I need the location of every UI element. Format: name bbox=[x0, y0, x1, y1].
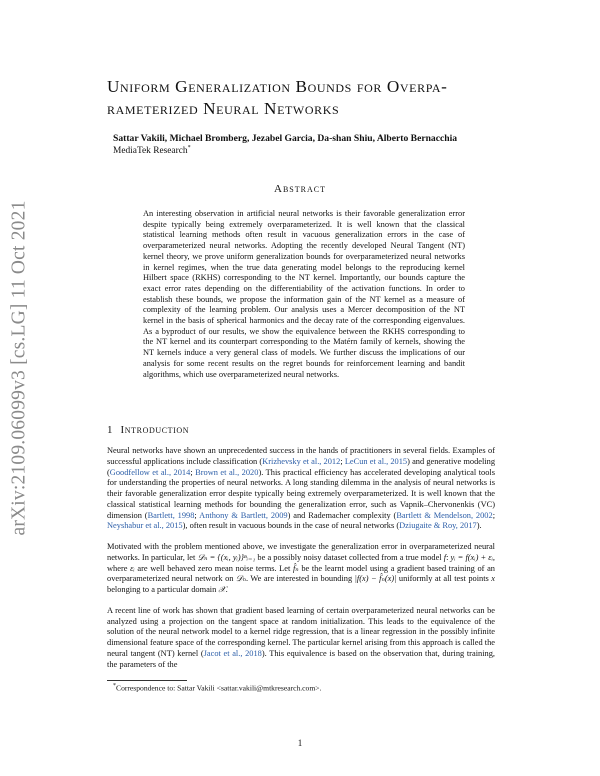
citation-link[interactable]: Jacot et al., 2018 bbox=[203, 648, 262, 658]
text-run: ) and Rademacher complexity ( bbox=[287, 510, 397, 520]
citation-link[interactable]: Anthony & Bartlett, 2009 bbox=[199, 510, 288, 520]
section-title: Introduction bbox=[120, 424, 190, 436]
text-run: be the learnt model using a gradient based training of an overparameterized neural network on bbox=[107, 563, 495, 584]
paragraph-2 bbox=[107, 542, 495, 596]
text-run: : bbox=[446, 552, 451, 562]
citation-link[interactable]: Bartlett & Mendelson, 2002 bbox=[396, 510, 493, 520]
math-error: |f(x) − f̂ₙ(x)| bbox=[354, 574, 397, 584]
page-number: 1 bbox=[297, 738, 303, 748]
math-noise: εᵢ bbox=[130, 563, 135, 573]
text-run: are well behaved zero mean noise terms. Let bbox=[134, 563, 293, 573]
title-line-1: Uniform Generalization Bounds for Overpa- bbox=[107, 77, 448, 96]
footnote-rule bbox=[107, 680, 187, 681]
text-run: ). This practical efficiency has accelerated developing analytical tools for understanding the properties of neural networks. A long standing dilemma in the analysis of neural networks is their favorable generalization error despite typically being extremely overparameterized. It is well known that the classical statistical learning methods for bounding the generalization error, such as Vapnik–Chervonenkis (VC) dimension ( bbox=[107, 467, 495, 520]
text-run: belonging to a particular domain bbox=[107, 585, 219, 594]
text-run: ). bbox=[476, 521, 482, 531]
text-run: ; bbox=[190, 467, 196, 477]
math-dataset-short: 𝒟ₙ bbox=[235, 574, 246, 584]
citation-link[interactable]: Dziugaite & Roy, 2017 bbox=[399, 521, 477, 531]
citation-link[interactable]: Brown et al., 2020 bbox=[195, 467, 259, 477]
citation-link[interactable]: Goodfellow et al., 2014 bbox=[109, 467, 191, 477]
citation-link[interactable]: Neyshabur et al., 2015 bbox=[107, 521, 183, 531]
text-run: ; bbox=[340, 456, 345, 466]
text-run: A recent line of work has shown that gradient based learning of certain overparameterized neural networks can be analyzed using a projection on the tangent space at random initialization. This leads to the equivalence of the solution of the neural network model to a kernel ridge regression, that is a linear regression in the possibly infinite dimensional feature space of the corresponding kernel. The particular kernel arising from this approach is called the neural tangent (NT) kernel ( bbox=[107, 605, 495, 658]
math-dataset: 𝒟ₙ = {(xᵢ, yᵢ)}ⁿᵢ₌₁ bbox=[197, 552, 256, 562]
section-number: 1 bbox=[107, 424, 113, 436]
introduction-body bbox=[107, 446, 495, 680]
text-run: Neural networks have shown an unprecedented success in the hands of practitioners in several fields. Examples of successful applications include classification ( bbox=[107, 446, 495, 466]
text-run: uniformly at all test points bbox=[396, 574, 492, 584]
arxiv-stamp bbox=[8, 188, 32, 548]
math-model: yᵢ = f(xᵢ) + εᵢ bbox=[450, 552, 493, 562]
citation-link[interactable]: Bartlett, 1998 bbox=[147, 510, 195, 520]
paragraph-1 bbox=[107, 446, 495, 532]
affiliation bbox=[113, 145, 191, 156]
affiliation-name: MediaTek Research bbox=[113, 146, 188, 157]
text-run: , where bbox=[107, 552, 495, 573]
citation-link[interactable]: LeCun et al., 2015 bbox=[344, 456, 408, 466]
text-run: ; bbox=[194, 510, 200, 520]
footnote bbox=[113, 683, 321, 693]
citation-link[interactable]: Krizhevsky et al., 2012 bbox=[262, 456, 341, 466]
title-line-2: rameterized Neural Networks bbox=[107, 99, 340, 118]
text-run: . We are interested in bounding bbox=[246, 574, 355, 584]
math-x: x bbox=[491, 574, 495, 584]
paper-title bbox=[107, 76, 507, 120]
text-run: ). This equivalence is based on the observation that, during training, the parameters of the bbox=[107, 648, 496, 669]
math-f: f bbox=[443, 552, 447, 562]
text-run: . bbox=[225, 585, 228, 594]
text-run: ), often result in vacuous bounds in the case of neural networks ( bbox=[182, 521, 400, 531]
arxiv-id: arXiv:2109.06099v3 [cs.LG] 11 Oct 2021 bbox=[9, 200, 31, 536]
section-heading-introduction bbox=[107, 424, 189, 436]
affiliation-footnote-mark: * bbox=[187, 145, 191, 151]
abstract-text: An interesting observation in artificial neural networks is their favorable generalization error despite typically being extremely overparameterized. It is well known that the classical statistical learning methods often result in vacuous generalization errors in the case of overparameterized neural networks. Adopting the recently developed Neural Tangent (NT) kernel theory, we prove uniform generalization bounds for overparameterized neural networks in kernel regimes, when the true data generating model belongs to the reproducing kernel Hilbert space (RKHS) corresponding to the NT kernel. Importantly, our bounds capture the exact error rates depending on the differentiability of the activation functions. In order to establish these bounds, we propose the information gain of the NT kernel as a measure of complexity of the learning problem. Our analysis uses a Mercer decomposition of the NT kernel in the basis of spherical harmonics and the decay rate of the corresponding eigenvalues. As a byproduct of our results, we show the equivalence between the RKHS corresponding to the NT kernel and its counterpart corresponding to the Matérn family of kernels, showing the NT kernels induce a very general class of models. We further discuss the implications of our analysis for some recent results on the regret bounds for reinforcement learning and bandit algorithms, which use overparameterized neural networks. bbox=[143, 209, 465, 379]
math-domain: 𝒳 bbox=[218, 585, 226, 594]
abstract-heading: Abstract bbox=[274, 183, 326, 195]
text-run: ) and generative modeling ( bbox=[107, 456, 496, 477]
math-fhat: f̂ₙ bbox=[292, 563, 299, 573]
footnote-mark: * bbox=[113, 683, 116, 689]
text-run: Motivated with the problem mentioned above, we investigate the generalization error in overparameterized neural networks. In particular, let bbox=[107, 542, 495, 562]
footnote-text: Correspondence to: Sattar Vakili <sattar.vakili@mtkresearch.com>. bbox=[116, 683, 322, 693]
text-run: ; bbox=[492, 510, 496, 520]
text-run: be a possibly noisy dataset collected from a true model bbox=[255, 552, 444, 562]
author-list: Sattar Vakili, Michael Bromberg, Jezabel Garcia, Da-shan Shiu, Alberto Bernacchia bbox=[113, 133, 458, 144]
paragraph-3 bbox=[107, 606, 495, 671]
